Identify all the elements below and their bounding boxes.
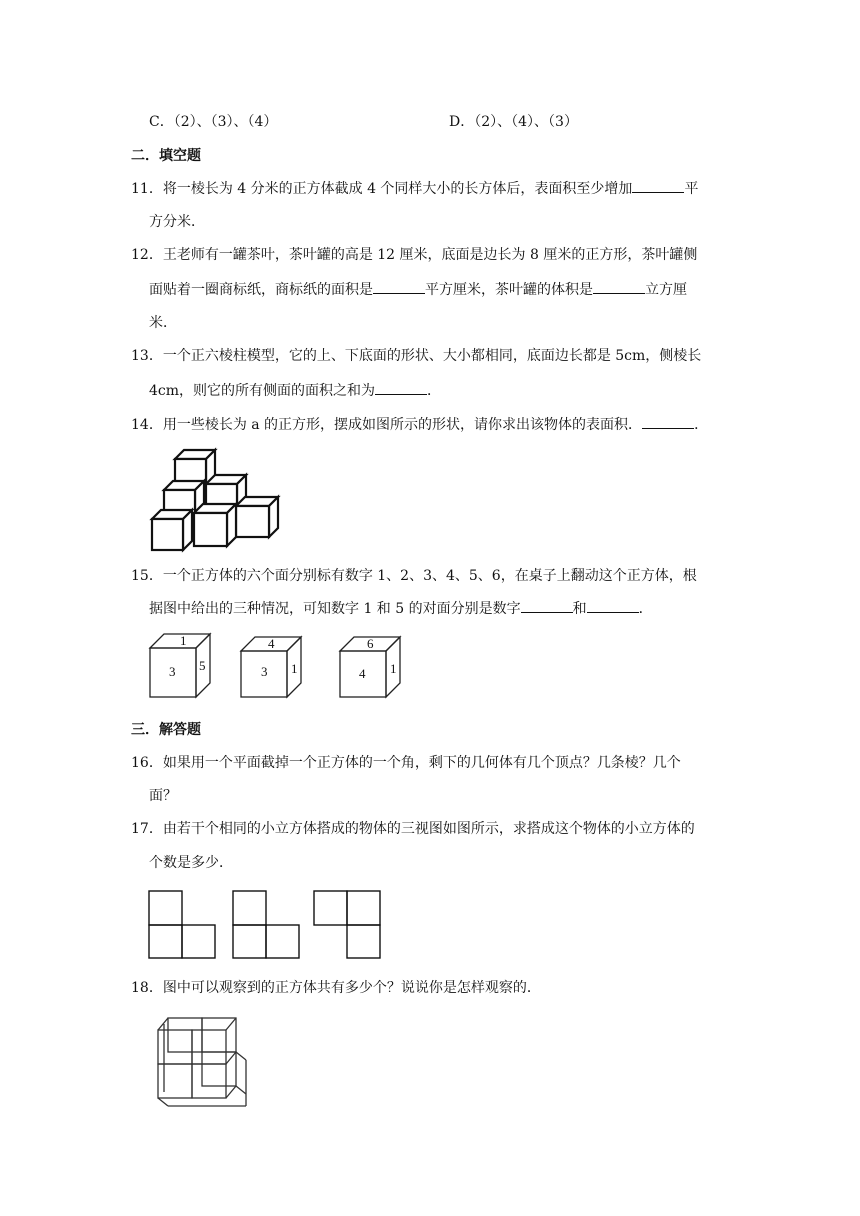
q13-text-b: ． (427, 383, 442, 399)
q15-text-a: 据图中给出的三种情况，可知数字 1 和 5 的对面分别是数字 (149, 601, 521, 617)
q16-line2: 面？ (149, 788, 177, 804)
die-2-top: 4 (268, 636, 275, 651)
q11-answer-blank[interactable] (632, 178, 684, 193)
q14-cube-stack-figure (140, 440, 290, 555)
q12-line2 (149, 279, 687, 300)
q18-line1: 18．图中可以观察到的正方体共有多少个？说说你是怎样观察的． (131, 980, 541, 996)
q17-line2: 个数是多少． (149, 855, 233, 871)
q13-text-a: 4cm，则它的所有侧面的面积之和为 (149, 383, 376, 399)
q15-line1: 15．一个正方体的六个面分别标有数字 1、2、3、4、5、6，在桌子上翻动这个正方体，根 (131, 568, 697, 584)
die-3-top: 6 (367, 636, 374, 651)
q13-line2 (149, 380, 441, 401)
q11-line2: 方分米． (149, 214, 205, 230)
view-side (233, 891, 299, 958)
choice-d: D．（2）、（4）、（3） (449, 114, 578, 130)
view-top (314, 891, 380, 958)
q17-line1: 17．由若干个相同的小立方体搭成的物体的三视图如图所示，求搭成这个物体的小立方体的 (131, 821, 695, 837)
q12-text-b: 平方厘米，茶叶罐的体积是 (425, 282, 593, 298)
q13-answer-blank[interactable] (375, 380, 427, 395)
q14-line1 (131, 414, 708, 435)
q15-answer-blank-2[interactable] (587, 598, 639, 613)
q15-line2 (149, 598, 653, 619)
die-3-side: 1 (390, 661, 397, 676)
q11-line1 (131, 178, 698, 199)
q12-text-c: 立方厘 (645, 282, 687, 298)
die-2-side: 1 (291, 661, 298, 676)
die-1-top: 1 (180, 633, 187, 648)
q11-text-b: 平 (684, 181, 699, 197)
q14-answer-blank[interactable] (642, 414, 694, 429)
q15-text-b: 和 (572, 601, 587, 617)
q17-three-views-figure (145, 888, 385, 960)
die-3-front: 4 (359, 666, 366, 681)
view-front (149, 891, 215, 958)
q15-answer-blank-1[interactable] (521, 598, 573, 613)
q12-line1: 12．王老师有一罐茶叶，茶叶罐的高是 12 厘米，底面是边长为 8 厘米的正方形，茶叶罐侧 (131, 247, 698, 263)
die-1-side: 5 (199, 658, 206, 673)
q14-text-b: ． (694, 417, 709, 433)
q12-text-a: 面贴着一圈商标纸，商标纸的面积是 (149, 282, 373, 298)
die-1-front: 3 (169, 664, 176, 679)
cube (236, 497, 278, 537)
cube (152, 510, 192, 550)
q15-text-c: ． (638, 601, 653, 617)
section-3-title: 三．解答题 (131, 722, 201, 738)
q16-line1: 16．如果用一个平面截掉一个正方体的一个角，剩下的几何体有几个顶点？几条棱？几个 (131, 755, 681, 771)
q12-answer-blank-2[interactable] (593, 279, 645, 294)
q14-text-a: 14．用一些棱长为 a 的正方形，摆成如图所示的形状，请你求出该物体的表面积． (131, 417, 643, 433)
choice-c: C．（2）、（3）、（4） (149, 114, 278, 130)
q12-answer-blank-1[interactable] (373, 279, 425, 294)
q18-cubes-figure (150, 1010, 260, 1110)
q12-line3: 米． (149, 315, 177, 331)
die-2-front: 3 (261, 664, 268, 679)
q15-dice-figure (140, 628, 420, 704)
q11-text-a: 11．将一棱长为 4 分米的正方体截成 4 个同样大小的长方体后，表面积至少增加 (131, 181, 633, 197)
cube (194, 504, 236, 546)
section-2-title: 二．填空题 (131, 148, 201, 164)
q13-line1: 13．一个正六棱柱模型，它的上、下底面的形状、大小都相同，底面边长都是 5cm，侧棱长 (131, 348, 702, 364)
